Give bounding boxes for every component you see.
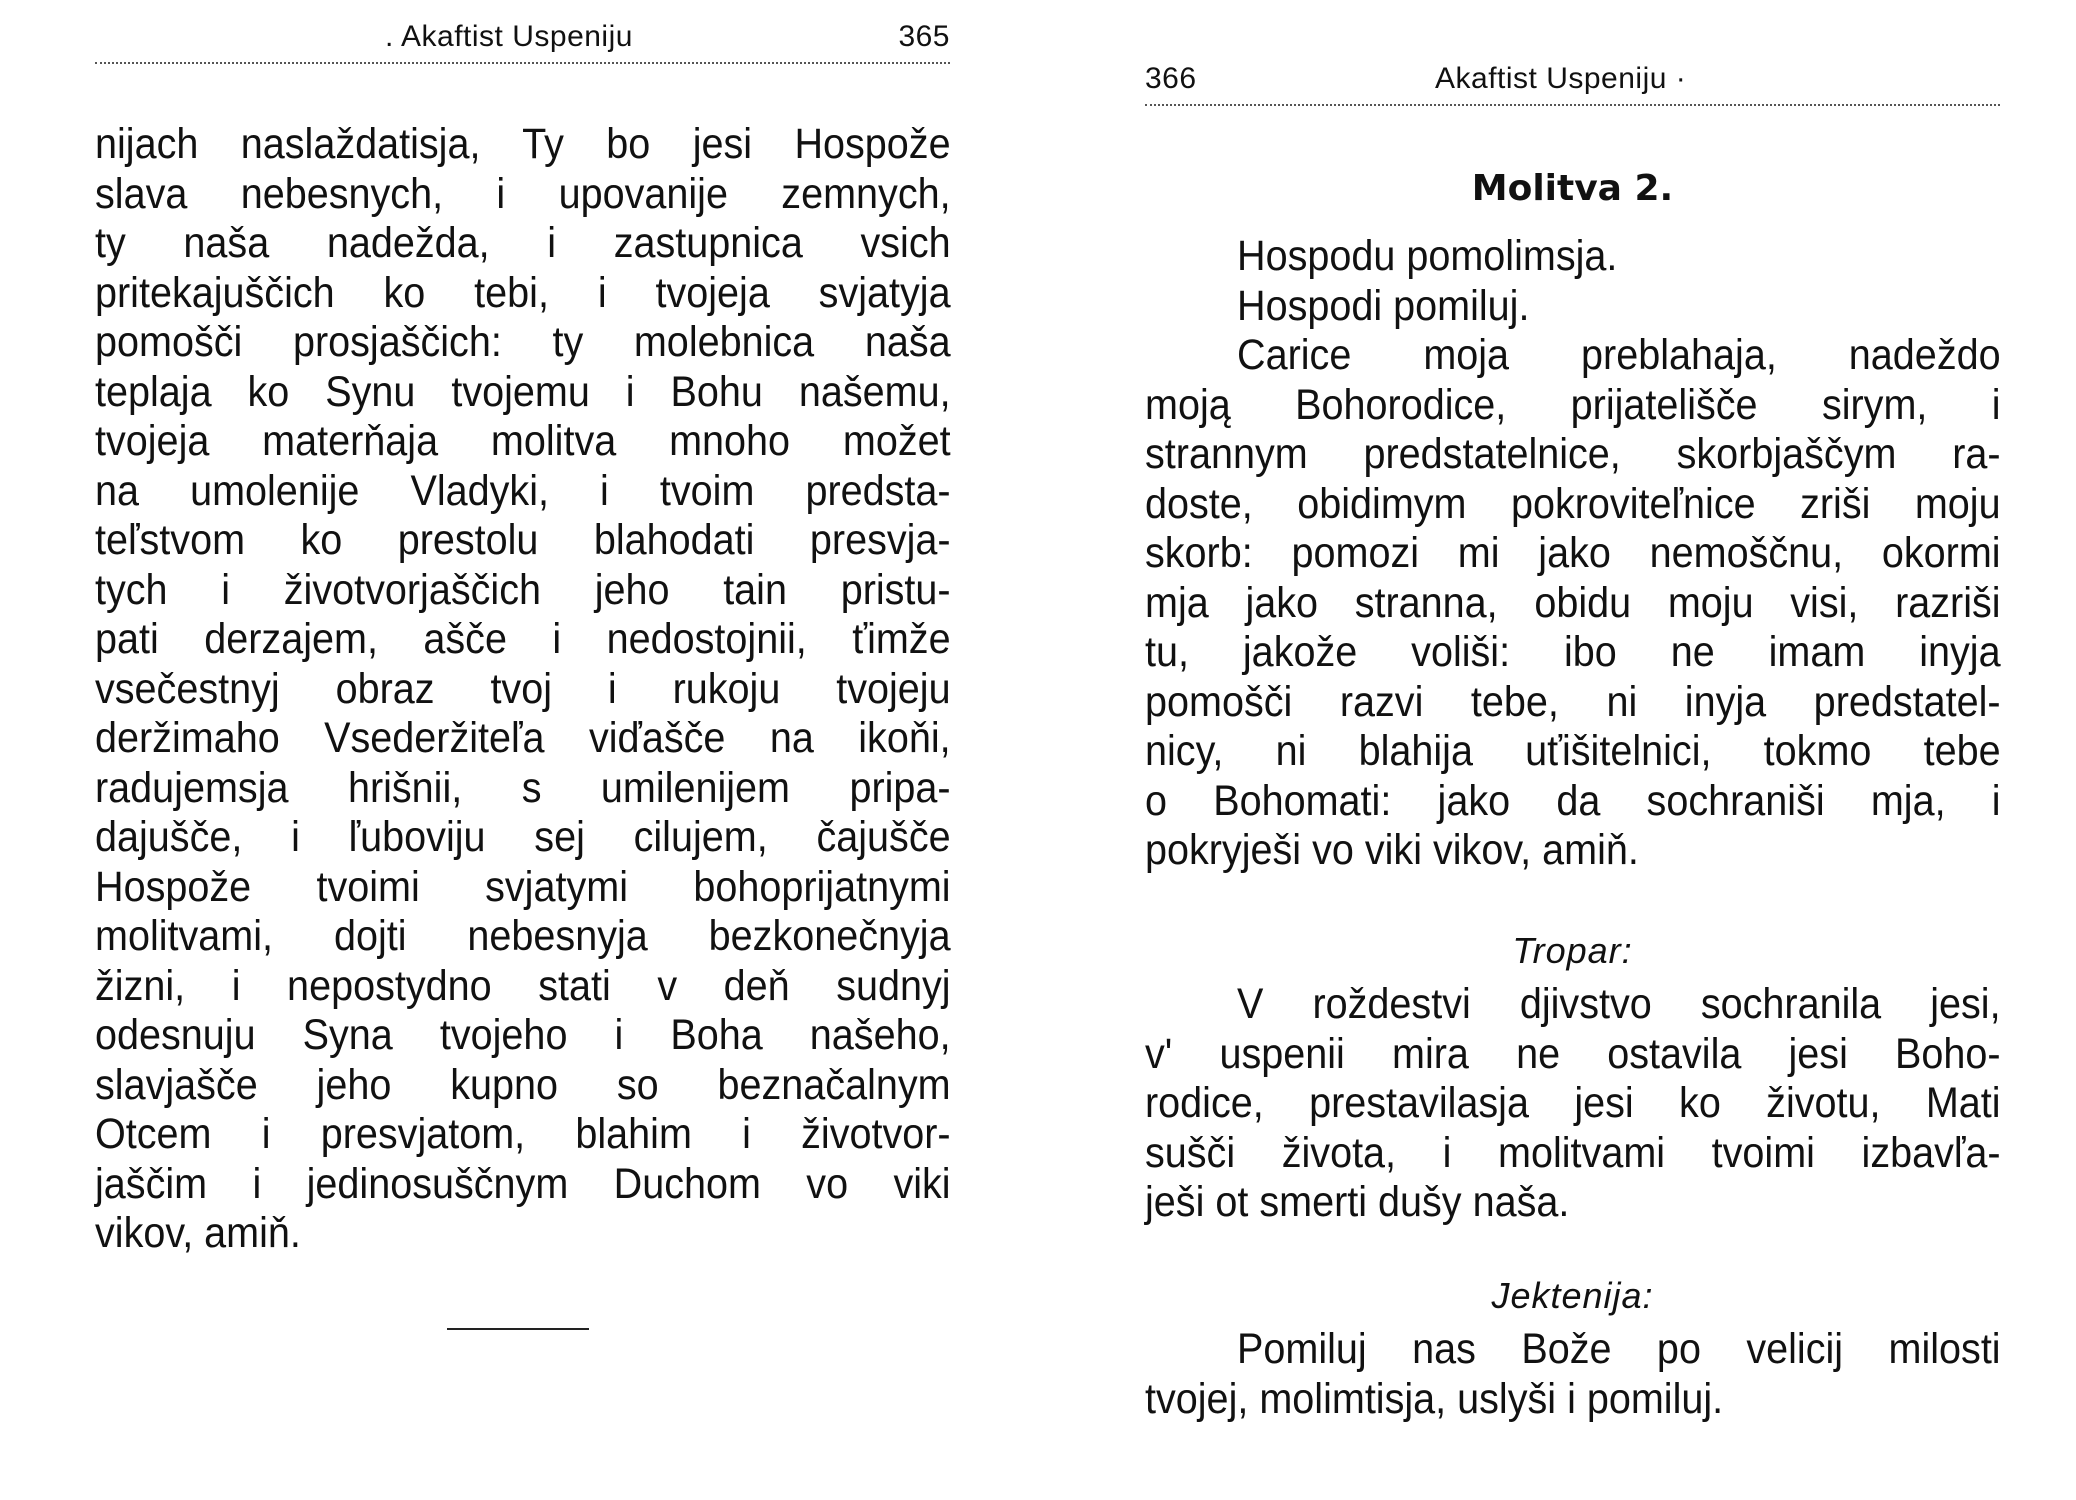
- invocation-1: Hospodu pomolimsja.: [1237, 232, 1618, 280]
- invocations: [1145, 232, 2001, 331]
- text-line: Carice moja preblahaja, nadeždo: [1237, 331, 2001, 379]
- jektenija-text: [1145, 1325, 2001, 1424]
- prayer-text: [1145, 331, 2001, 876]
- text-line: deržimaho Vsederžiteľa viďašče na ikoňi,: [95, 714, 951, 762]
- text-line: V roždestvi djivstvo sochranila jesi,: [1237, 980, 2001, 1028]
- text-line: Hospože tvoimi svjatymi bohoprijatnymi: [95, 862, 951, 911]
- left-page-number: 365: [898, 20, 950, 53]
- text-line: vikov, amiň.: [95, 1209, 301, 1257]
- left-header-title: . Akaftist Uspeniju: [385, 20, 633, 53]
- text-line: tych i životvorjaščich jeho tain pristu-: [95, 565, 951, 614]
- text-line: Otcem i presvjatom, blahim i životvor-: [95, 1110, 951, 1158]
- left-running-head: [95, 20, 950, 60]
- text-line: pokryješi vo viki vikov, amiň.: [1145, 826, 1639, 874]
- prayer-heading: Molitva 2.: [1471, 168, 1674, 209]
- right-header-title: Akaftist Uspeniju ·: [1435, 62, 1687, 95]
- tropar-text: [1145, 980, 2001, 1228]
- text-line: odesnuju Syna tvojeho i Boha našeho,: [95, 1011, 951, 1059]
- text-line: vsečestnyj obraz tvoj i rukoju tvojeju: [95, 664, 951, 713]
- text-line: mja jako stranna, obidu moju visi, razriši: [1145, 578, 2001, 627]
- text-line: pritekajuščich ko tebi, i tvojeja svjatyja: [95, 268, 951, 317]
- text-line: radujemsja hrišnii, s umilenijem pripa-: [95, 763, 951, 812]
- text-line: pomošči razvi tebe, ni inyja predstatel-: [1145, 677, 2001, 726]
- right-header-rule: [1145, 104, 2000, 106]
- text-line: na umolenije Vladyki, i tvoim predsta-: [95, 466, 951, 515]
- text-line: moją Bohorodice, prijatelišče sirym, i: [1145, 380, 2001, 429]
- text-line: strannym predstatelnice, skorbjaščym ra-: [1145, 430, 2001, 478]
- left-body-text: [95, 120, 951, 1259]
- text-line: tvojeja materňaja molitva mnoho možet: [95, 417, 951, 465]
- text-line: tu, jakože voliši: ibo ne imam inyja: [1145, 628, 2001, 676]
- text-line: molitvami, dojti nebesnyja bezkonečnyja: [95, 912, 951, 960]
- text-line: slavjašče jeho kupno so beznačalnym: [95, 1060, 951, 1109]
- text-line: rodice, prestavilasja jesi ko životu, Mati: [1145, 1079, 2001, 1127]
- end-rule: [447, 1328, 589, 1330]
- text-line: nijach naslaždatisja, Ty bo jesi Hospože: [95, 120, 951, 168]
- text-line: sušči života, i molitvami tvoimi izbavľa-: [1145, 1128, 2001, 1177]
- text-line: v' uspenii mira ne ostavila jesi Boho-: [1145, 1029, 2001, 1078]
- text-line: teľstvom ko prestolu blahodati presvja-: [95, 516, 951, 564]
- text-line: ty naša nadežda, i zastupnica vsich: [95, 219, 951, 267]
- right-page: [1145, 0, 2000, 1500]
- text-line: tvojej, molimtisja, uslyši i pomiluj.: [1145, 1374, 1724, 1423]
- text-line: teplaja ko Synu tvojemu i Bohu našemu,: [95, 367, 951, 416]
- text-line: Pomiluj nas Bože po velicij milosti: [1237, 1325, 2001, 1373]
- right-running-head: [1145, 62, 2000, 102]
- left-page: [95, 0, 950, 1500]
- text-line: nicy, ni blahija uťišitelnici, tokmo tebe: [1145, 727, 2001, 775]
- text-line: o Bohomati: jako da sochraniši mja, i: [1145, 776, 2001, 825]
- text-line: slava nebesnych, i upovanije zemnych,: [95, 169, 951, 218]
- invocation-2: Hospodi pomiluj.: [1237, 281, 1530, 330]
- text-line: skorb: pomozi mi jako nemoščnu, okormi: [1145, 529, 2001, 577]
- rubric-tropar: Tropar:: [1512, 930, 1633, 971]
- text-line: pomošči prosjaščich: ty molebnica naša: [95, 318, 951, 366]
- text-line: ješi ot smerti dušy naša.: [1145, 1178, 1570, 1226]
- text-line: doste, obidimym pokroviteľnice zriši moju: [1145, 479, 2001, 528]
- text-line: jaščim i jedinosuščnym Duchom vo viki: [95, 1159, 951, 1208]
- right-page-number: 366: [1145, 62, 1197, 95]
- text-line: žizni, i nepostydno stati v deň sudnyj: [95, 961, 951, 1010]
- rubric-jektenija: Jektenija:: [1491, 1275, 1654, 1316]
- text-line: pati derzajem, ašče i nedostojnii, ťimže: [95, 615, 951, 663]
- text-line: dajušče, i ľuboviju sej cilujem, čajušče: [95, 813, 951, 861]
- left-header-rule: [95, 62, 950, 64]
